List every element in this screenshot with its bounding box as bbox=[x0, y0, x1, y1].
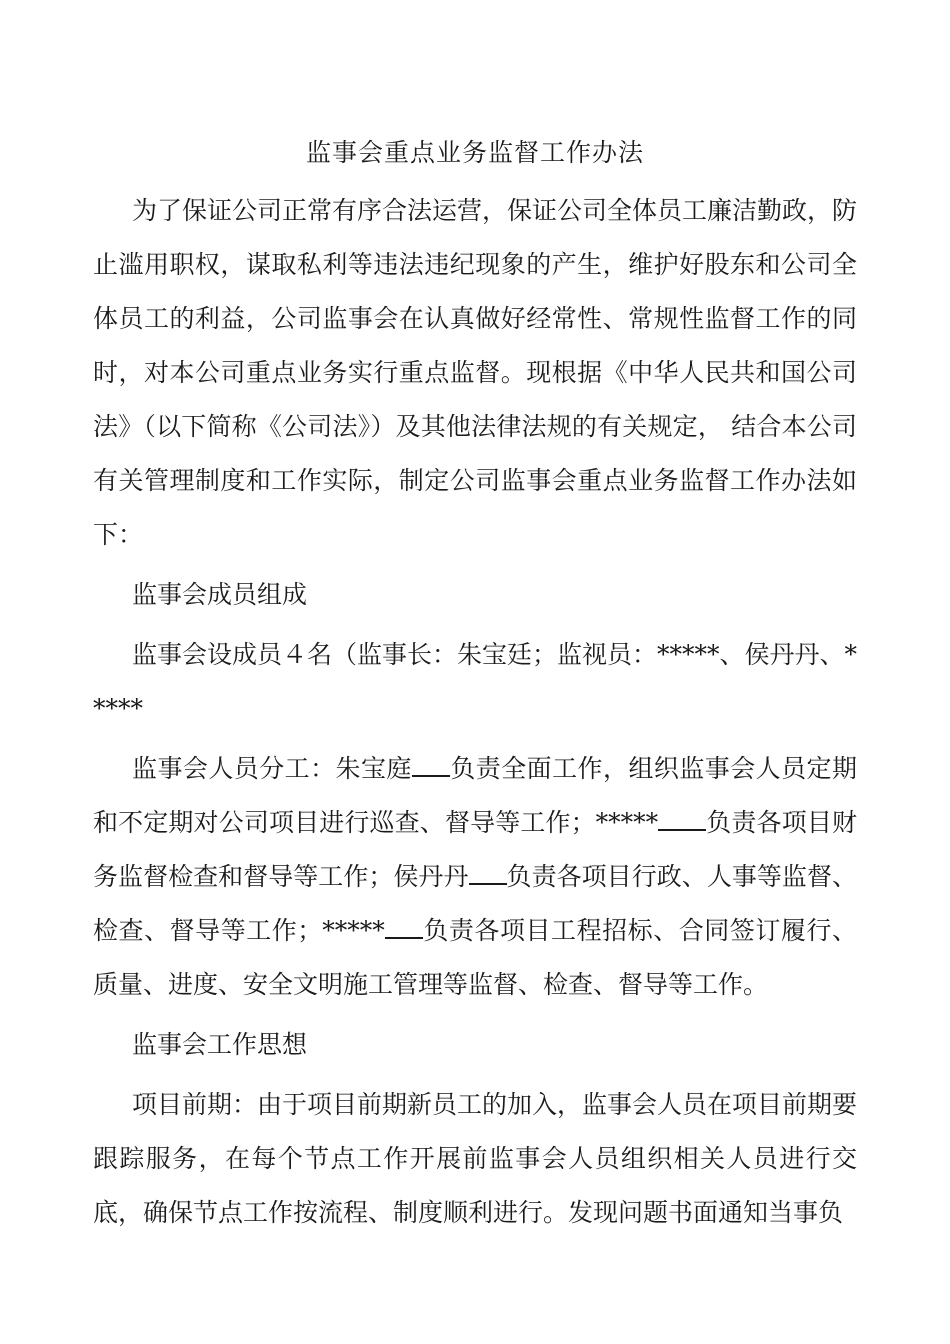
underline-blank bbox=[658, 805, 706, 831]
underline-blank bbox=[469, 859, 507, 885]
document-title: 监事会重点业务监督工作办法 bbox=[305, 138, 644, 167]
section-heading-members: 监事会成员组成 bbox=[132, 580, 308, 609]
intro-paragraph: 为了保证公司正常有序合法运营，保证公司全体员工廉洁勤政，防止滥用职权，谋取私利等违法违纪现象的产生，维护好股东和公司全体员工的利益，公司监事会在认真做好经常性、常规性监督工作的同时，对本公司重点业务实行重点监督。现根据《中华人民共和国公司法》（以下简称《公司法》）及其他法律法规的有关规定， 结合本公司有关管理制度和工作实际，制定公司监事会重点业务监督工作办法如下： bbox=[93, 196, 858, 549]
division-text-5: 负责各项目工程招标、合同签订履行、质量、进度、安全文明施工管理等监督、检查、督导等工作。 bbox=[93, 916, 857, 999]
underline-blank bbox=[412, 751, 450, 777]
division-paragraph bbox=[93, 742, 857, 1012]
members-paragraph: 监事会设成员４名（监事长：朱宝廷；监视员：*****、侯丹丹、***** bbox=[93, 640, 858, 723]
division-text-2: 负责全面工作，组织监事会人员定期和不定期对公司项目进行巡查、督导等工作；***** bbox=[93, 754, 857, 837]
underline-blank bbox=[385, 913, 423, 939]
division-text-3: 负责各项目财务监督检查和督导等工作；侯丹丹 bbox=[93, 808, 857, 891]
section-heading-thinking: 监事会工作思想 bbox=[132, 1030, 308, 1059]
division-text-4: 负责各项目行政、人事等监督、检查、督导等工作；***** bbox=[93, 862, 857, 945]
early-stage-paragraph: 项目前期：由于项目前期新员工的加入，监事会人员在项目前期要跟踪服务，在每个节点工作开展前监事会人员组织相关人员进行交底，确保节点工作按流程、制度顺利进行。发现问题书面通知当事负 bbox=[93, 1090, 858, 1227]
document-page bbox=[93, 128, 857, 1240]
division-text-1: 监事会人员分工：朱宝庭 bbox=[132, 754, 412, 783]
